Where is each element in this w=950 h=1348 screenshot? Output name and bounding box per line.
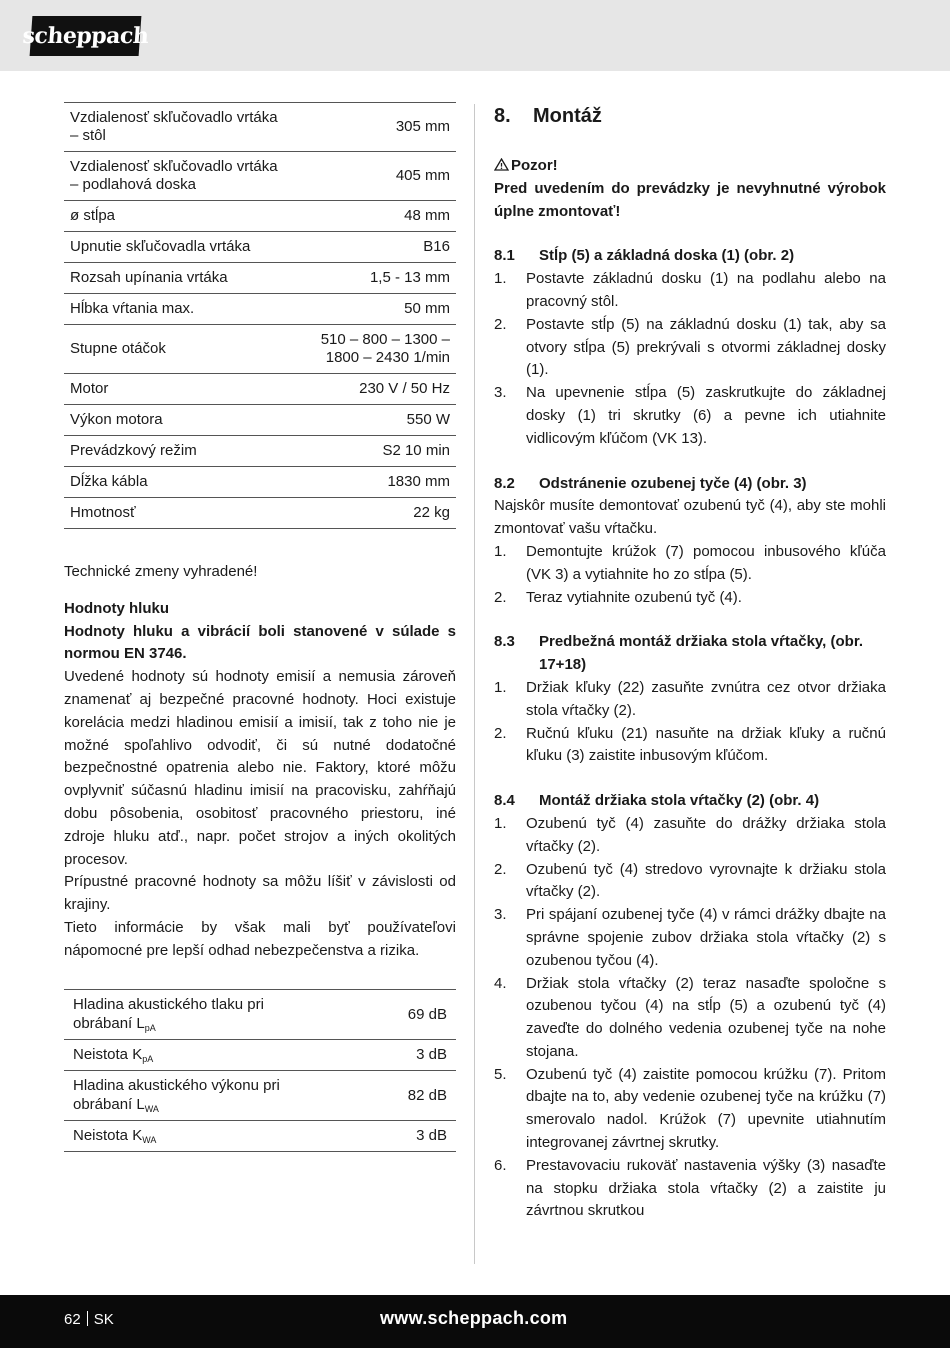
section-heading [494,473,886,496]
step-item [494,541,886,587]
step-number: 2. [494,588,507,606]
spec-value: 22 kg [294,498,456,529]
spec-row [64,325,456,374]
spec-value: 50 mm [294,294,456,325]
step-number: 2. [494,724,507,742]
noise-row [64,1120,456,1151]
warning-icon [494,158,509,171]
section-heading [494,790,886,813]
noise-label [64,1070,309,1120]
page-number: 62 [64,1311,81,1328]
step-text: Držiak kľuky (22) zasuňte zvnútra cez otvor držiaka stola vŕtačky (2). [526,678,886,719]
spec-row [64,374,456,405]
spec-value: 510 – 800 – 1300 – 1800 – 2430 1/min [294,325,456,374]
step-number: 1. [494,542,507,560]
noise-label [64,1120,309,1151]
spec-row [64,405,456,436]
step-text: Teraz vytiahnite ozubenú tyč (4). [526,588,742,606]
chapter-number: 8. [494,105,511,127]
section-title: Odstránenie ozubenej tyče (4) (obr. 3) [539,474,807,492]
spec-row [64,498,456,529]
column-divider [474,104,475,1264]
section-intro: Najskôr musíte demontovať ozubenú tyč (4), aby ste mohli zmontovať vašu vŕtačku. [494,497,886,538]
noise-table [64,989,456,1152]
step-item [494,677,886,723]
section-number: 8.2 [494,474,515,492]
section-number: 8.4 [494,792,515,810]
step-item [494,1155,886,1223]
step-number: 2. [494,860,507,878]
spec-label: Prevádzkový režim [64,436,294,467]
step-text: Postavte stĺp (5) na základnú dosku (1) tak, aby sa otvory stĺpa (5) prekrývali s otvormi základnej dosky (1). [526,315,886,379]
step-text: Ručnú kľuku (21) nasuňte na držiak kľuky a ručnú kľuku (3) zaistite inbusovým kľúčom. [526,724,886,765]
right-column [494,104,886,1223]
noise-row [64,989,456,1039]
step-number: 5. [494,1065,507,1083]
section-heading [494,245,886,268]
footer-website-link[interactable]: www.scheppach.com [380,1308,568,1328]
noise-label [64,1039,309,1070]
step-number: 1. [494,814,507,832]
section-number: 8.1 [494,247,515,265]
noise-label-text: Hladina akustického výkonu pri obrábaní L [73,1077,280,1114]
step-text: Držiak stola vŕtačky (2) teraz nasaďte spoločne s ozubenou tyčou (4) na stĺp (5) a ozubenú tyč (4) zaveďte do dolného vedenia ozubenej tyče na nohe stojana. [526,974,886,1060]
step-number: 4. [494,974,507,992]
footer-bar [0,1295,950,1348]
noise-value: 3 dB [309,1039,456,1070]
noise-label-subscript: WA [144,1104,159,1115]
spec-row [64,152,456,201]
spec-row [64,294,456,325]
noise-label-subscript: WA [142,1135,157,1146]
step-item [494,382,886,450]
spec-label: Rozsah upínania vrtáka [64,263,294,294]
step-number: 6. [494,1156,507,1174]
left-column [64,102,456,1152]
spec-value: 405 mm [294,152,456,201]
step-item [494,859,886,905]
step-text: Demontujte krúžok (7) pomocou inbusového kľúča (VK 3) a vytiahnite ho zo stĺpa (5). [526,542,886,583]
section-number: 8.3 [494,633,515,651]
spec-value: 305 mm [294,103,456,152]
step-item [494,314,886,382]
noise-value: 69 dB [309,989,456,1039]
language-code: SK [93,1311,114,1328]
step-number: 3. [494,384,507,402]
step-item [494,904,886,972]
spec-value: 550 W [294,405,456,436]
noise-label-text: Neistota K [73,1046,143,1064]
step-item [494,973,886,1064]
spec-row [64,467,456,498]
noise-label-text: Neistota K [73,1127,143,1145]
spec-label: Dĺžka kábla [64,467,294,498]
step-item [494,268,886,314]
spec-value: B16 [294,232,456,263]
warning-label: Pozor! [511,157,558,174]
spec-label: Hĺbka vŕtania max. [64,294,294,325]
page-separator [87,1311,88,1326]
section-title: Montáž držiaka stola vŕtačky (2) (obr. 4) [539,792,820,810]
spec-row [64,201,456,232]
section-heading [494,631,886,677]
tech-changes-note: Technické zmeny vyhradené! [64,563,258,580]
section-title: Predbežná montáž držiaka stola vŕtačky, (obr. 17+18) [539,633,863,674]
noise-paragraph-1: Uvedené hodnoty sú hodnoty emisií a nemusia zároveň znamenať aj bezpečné pracovné hodnoty. Hoci existuje korelácia medzi hladinou emisií a imisií, tak z toho nie je možné spoľahlivo odvodiť, či sú nutné dodatočné bezpečnostné opatrenia alebo nie. Faktory, ktoré môžu ovplyvniť súčasnú hladinu imisií na pracovisku, zahŕňajú dobu pôsobenia, osobitosť pracovného priestoru, iné zdroje hluku atď., napr. počet strojov a iných okolitých procesov. [64,668,456,868]
step-number: 1. [494,270,507,288]
chapter-title: Montáž [533,105,602,127]
spec-value: 230 V / 50 Hz [294,374,456,405]
assembly-sections [494,245,886,1223]
noise-value: 3 dB [309,1120,456,1151]
spec-label: Výkon motora [64,405,294,436]
spec-label: Motor [64,374,294,405]
step-list [494,268,886,450]
spec-row [64,436,456,467]
step-text: Ozubenú tyč (4) zasuňte do drážky držiaka stola vŕtačky (2). [526,814,886,855]
header-bar [0,0,950,71]
step-item [494,587,886,610]
step-item [494,813,886,859]
scheppach-logo: scheppach [30,16,142,56]
page-indicator [64,1311,114,1328]
spec-label: Hmotnosť [64,498,294,529]
noise-label-subscript: pA [142,1054,154,1065]
spec-label: Vzdialenosť skľučovadlo vrtáka – podlahová doska [64,152,294,201]
step-item [494,1064,886,1155]
step-number: 1. [494,678,507,696]
warning-title [494,155,886,178]
step-list [494,813,886,1223]
step-text: Postavte základnú dosku (1) na podlahu alebo na pracovný stôl. [526,270,886,310]
step-text: Ozubenú tyč (4) zaistite pomocou krúžku (7). Pritom dbajte na to, aby vedenie ozubenej tyče na krúžku (7) smerovalo nadol. Krúžok (7) upevnite utiahnutím integrovanej závrtnej skrutky. [526,1065,886,1152]
spec-label: Upnutie skľučovadla vrtáka [64,232,294,263]
spec-value: 48 mm [294,201,456,232]
spec-row [64,103,456,152]
noise-value: 82 dB [309,1070,456,1120]
noise-subtitle: Hodnoty hluku a vibrácií boli stanovené v súlade s normou EN 3746. [64,622,456,663]
spec-value: 1830 mm [294,467,456,498]
step-number: 3. [494,906,507,924]
noise-row [64,1070,456,1120]
step-text: Ozubenú tyč (4) stredovo vyrovnajte k držiaku stola vŕtačky (2). [526,860,886,901]
noise-paragraph-2: Prípustné pracovné hodnoty sa môžu líšiť v závislosti od krajiny. [64,873,456,914]
noise-label-subscript: pA [144,1023,156,1034]
spec-value: 1,5 - 13 mm [294,263,456,294]
section-title: Stĺp (5) a základná doska (1) (obr. 2) [539,247,795,265]
step-number: 2. [494,315,507,333]
step-text: Na upevnenie stĺpa (5) zaskrutkujte do základnej dosky (1) tri skrutky (6) a pevne ich utiahnite vidlicovým kľúčom (VK 13). [526,384,886,447]
step-text: Pri spájaní ozubenej tyče (4) v rámci drážky dbajte na správne spojenie zubov držiaka stola vŕtačky (2) s ozubenou tyčou (4). [526,906,886,969]
chapter-heading [494,104,886,128]
specs-table [64,102,456,529]
spec-label: Stupne otáčok [64,325,294,374]
spec-value: S2 10 min [294,436,456,467]
step-text: Prestavovaciu rukoväť nastavenia výšky (3) nasaďte na stopku držiaka stola vŕtačky (2) a zaistite ju závrtnou skrutkou [526,1156,886,1220]
noise-paragraph-3: Tieto informácie by však mali byť používateľovi nápomocné pre lepší odhad nebezpečenstva a rizika. [64,918,456,959]
noise-title: Hodnoty hluku [64,599,169,617]
noise-label-text: Hladina akustického tlaku pri obrábaní L [73,996,264,1033]
step-item [494,723,886,769]
noise-row [64,1039,456,1070]
step-list [494,541,886,609]
warning-text: Pred uvedením do prevádzky je nevyhnutné výrobok úplne zmontovať! [494,179,886,220]
noise-label [64,989,309,1039]
step-list [494,677,886,768]
spec-row [64,232,456,263]
spec-label: Vzdialenosť skľučovadlo vrtáka – stôl [64,103,294,152]
spec-row [64,263,456,294]
spec-label: ø stĺpa [64,201,294,232]
